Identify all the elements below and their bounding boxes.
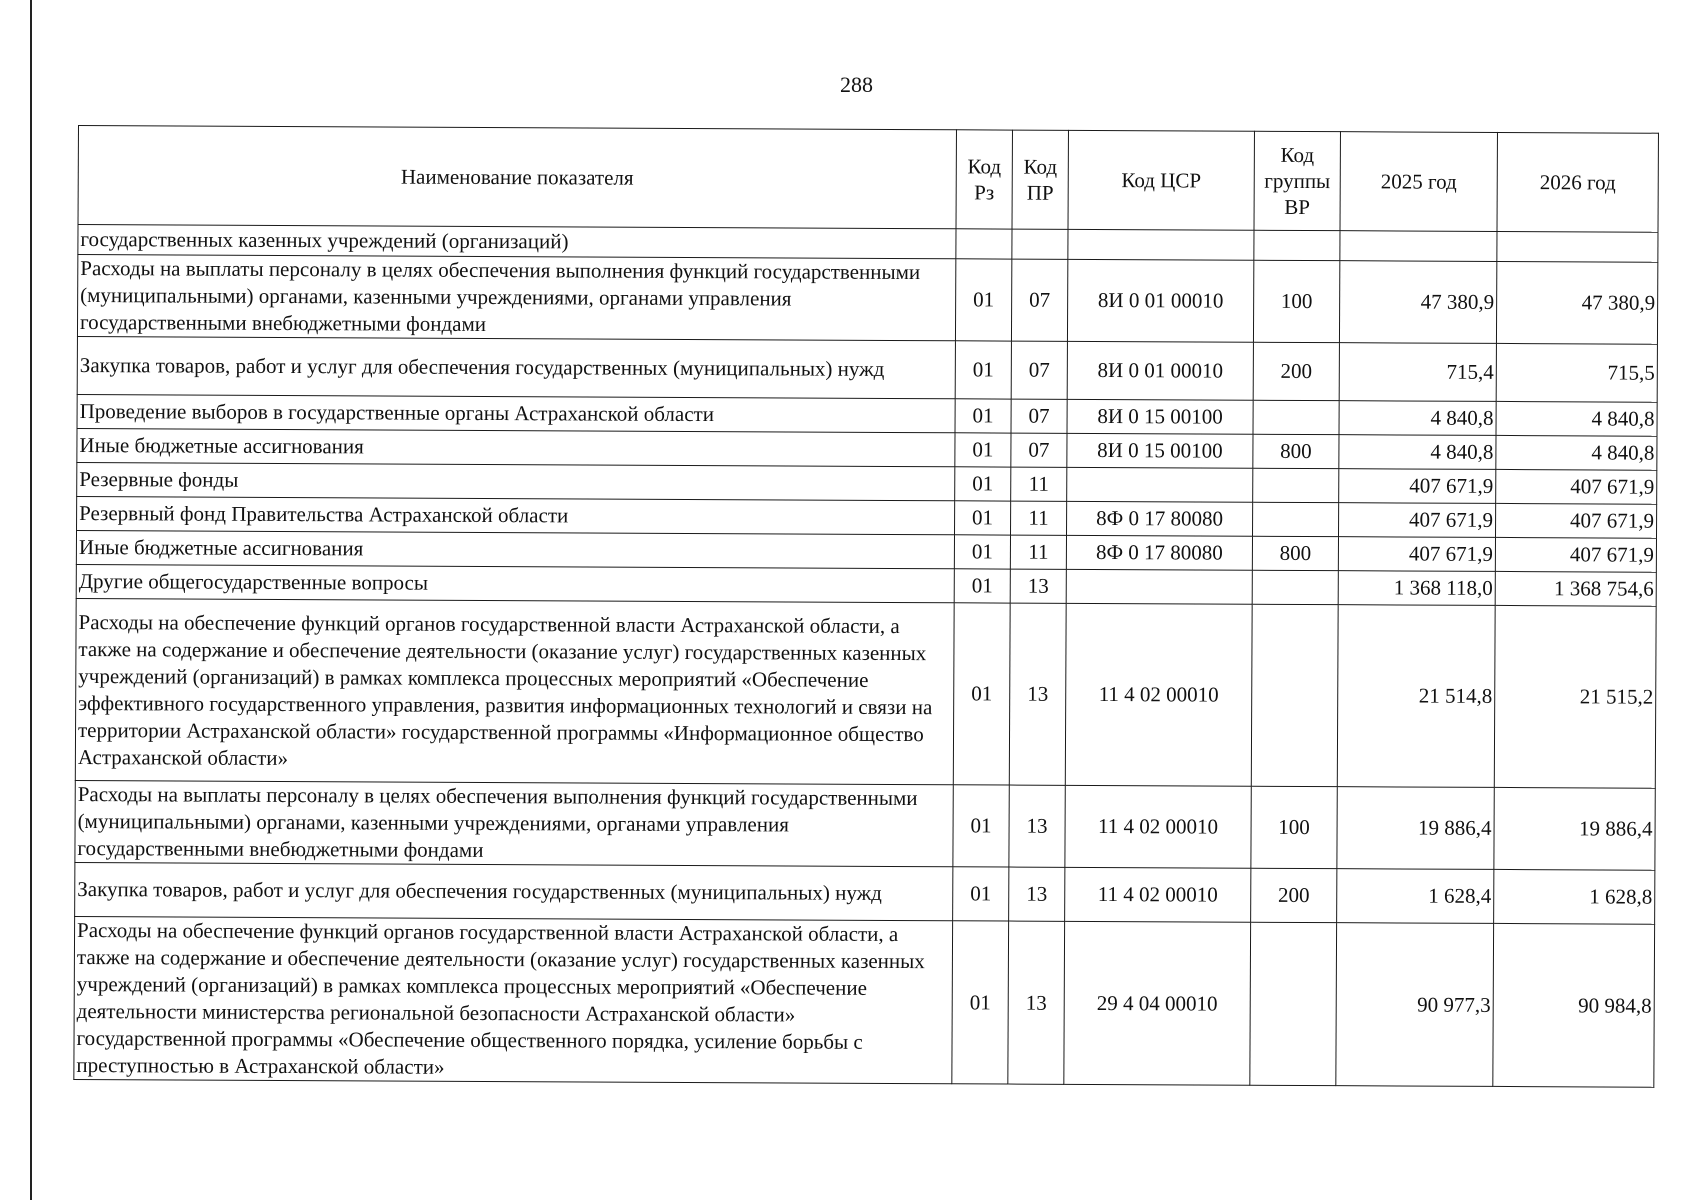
row-name: Другие общегосударственные вопросы [76,564,954,602]
page-number-text: 288 [840,72,873,97]
row-amount-2025: 407 671,9 [1339,503,1496,538]
row-rz: 01 [955,259,1011,341]
row-pr: 07 [1011,399,1067,433]
row-amount-2025: 1 368 118,0 [1338,571,1495,606]
budget-table [73,125,1659,1088]
row-pr [1012,229,1068,259]
row-amount-2025: 90 977,3 [1336,923,1494,1087]
row-pr: 13 [1009,785,1065,867]
page-number [0,72,1697,98]
row-csr: 29 4 04 00010 [1064,921,1251,1085]
row-csr: 8И 0 01 00010 [1067,259,1253,342]
row-vr: 100 [1253,260,1339,342]
row-amount-2025: 407 671,9 [1338,537,1495,572]
row-name: Расходы на выплаты персоналу в целях обеспечения выполнения функций государственными (муниципальными) органами, казенными учреждениями, органами управления государственными внебюджетными фондами [77,255,955,341]
row-rz: 01 [955,341,1011,399]
row-name: Резервные фонды [77,462,955,500]
row-csr: 8И 0 15 00100 [1067,399,1253,434]
row-name: Расходы на обеспечение функций органов государственной власти Астраханской области, а также на содержание и обеспечение деятельности (оказание услуг) государственных казенных учреждений (организаций) в рамках комплекса процессных мероприятий «Обеспечение деятельности министерства региональной безопасности Астраханской области» государственной программы «Обеспечение общественного порядка, усиление борьбы с преступностью в Астраханской области» [74,916,953,1083]
row-vr: 800 [1252,536,1338,570]
row-csr: 8И 0 01 00010 [1067,341,1253,400]
row-csr: 8Ф 0 17 80080 [1066,535,1252,570]
row-rz: 01 [953,785,1009,867]
header-name: Наименование показателя [78,126,956,229]
row-rz: 01 [955,399,1011,433]
row-amount-2025: 407 671,9 [1339,469,1496,504]
row-rz [956,229,1012,259]
header-year-2025: 2025 год [1340,132,1497,232]
row-rz: 01 [955,501,1011,535]
row-vr [1253,400,1339,434]
row-amount-2025: 19 886,4 [1337,787,1494,870]
row-vr [1251,604,1338,786]
row-name: Расходы на обеспечение функций органов государственной власти Астраханской области, а также на содержание и обеспечение деятельности (оказание услуг) государственных казенных учреждений (организаций) в рамках комплекса процессных мероприятий «Обеспечение эффективного государственного управления, развития информационных технологий и связи на территории Астраханской области» государственной программы «Информационное общество Астраханской области» [75,598,954,784]
row-csr: 11 4 02 00010 [1065,785,1251,868]
row-rz: 01 [954,535,1010,569]
row-amount-2025 [1340,231,1497,262]
table-row [75,598,1656,788]
row-pr: 11 [1011,467,1067,501]
row-name: Закупка товаров, работ и услуг для обеспечения государственных (муниципальных) нужд [77,336,955,398]
table-row [77,336,1657,402]
row-amount-2026: 4 840,8 [1496,401,1657,436]
row-amount-2026: 407 671,9 [1496,469,1657,504]
row-name: Иные бюджетные ассигнования [77,428,955,466]
row-amount-2026: 407 671,9 [1495,537,1656,572]
row-csr: 8Ф 0 17 80080 [1067,501,1253,536]
row-csr: 11 4 02 00010 [1065,603,1252,786]
row-rz: 01 [952,921,1009,1084]
table-row [75,780,1655,870]
row-amount-2026: 4 840,8 [1496,435,1657,470]
row-amount-2026: 407 671,9 [1496,503,1657,538]
row-pr: 13 [1009,603,1066,785]
row-amount-2026: 715,5 [1496,343,1657,402]
row-name: Резервный фонд Правительства Астраханской области [77,496,955,534]
row-vr [1253,468,1339,502]
row-name: государственных казенных учреждений (организаций) [78,225,956,259]
row-amount-2025: 1 628,4 [1337,869,1494,924]
table-header-row [78,126,1658,233]
row-rz: 01 [954,569,1010,603]
row-amount-2025: 4 840,8 [1339,435,1496,470]
page-margin-rule [30,0,32,1200]
row-amount-2025: 21 514,8 [1337,605,1495,788]
header-csr: Код ЦСР [1068,130,1254,230]
row-vr [1253,502,1339,536]
row-csr [1068,229,1254,260]
row-amount-2026: 21 515,2 [1494,605,1656,788]
row-rz: 01 [955,467,1011,501]
row-csr [1067,467,1253,502]
row-csr: 11 4 02 00010 [1065,867,1251,922]
row-pr: 07 [1011,433,1067,467]
row-pr: 11 [1010,535,1066,569]
row-csr [1066,569,1252,604]
row-vr [1252,570,1338,604]
row-pr: 13 [1010,569,1066,603]
row-vr: 200 [1253,342,1339,400]
row-vr: 100 [1251,786,1337,868]
header-vr: Код группы ВР [1254,131,1340,230]
row-pr: 13 [1008,921,1065,1084]
row-rz: 01 [953,867,1009,921]
row-rz: 01 [955,433,1011,467]
table-row [75,862,1655,924]
row-amount-2026: 1 628,8 [1494,869,1655,924]
table-row [74,916,1655,1087]
header-rz: Код Рз [956,130,1012,229]
row-name: Иные бюджетные ассигнования [76,530,954,568]
row-amount-2026: 19 886,4 [1494,787,1655,870]
row-vr [1254,230,1340,260]
row-pr: 13 [1009,867,1065,921]
row-amount-2025: 4 840,8 [1339,401,1496,436]
row-amount-2026: 90 984,8 [1493,923,1655,1087]
row-name: Закупка товаров, работ и услуг для обеспечения государственных (муниципальных) нужд [75,862,953,920]
row-name: Расходы на выплаты персоналу в целях обеспечения выполнения функций государственными (муниципальными) органами, казенными учреждениями, органами управления государственными внебюджетными фондами [75,780,953,866]
table-row [77,255,1657,345]
row-vr: 200 [1251,868,1337,922]
row-vr: 800 [1253,434,1339,468]
row-amount-2025: 715,4 [1339,343,1496,402]
row-csr: 8И 0 15 00100 [1067,433,1253,468]
header-pr: Код ПР [1012,130,1068,229]
row-amount-2026: 1 368 754,6 [1495,571,1656,606]
row-rz: 01 [953,603,1010,785]
row-name: Проведение выборов в государственные органы Астраханской области [77,394,955,432]
header-year-2026: 2026 год [1497,132,1658,232]
row-amount-2026 [1497,231,1658,262]
row-vr [1250,922,1337,1085]
row-pr: 11 [1011,501,1067,535]
row-pr: 07 [1011,259,1067,341]
row-amount-2026: 47 380,9 [1496,261,1657,344]
row-pr: 07 [1011,341,1067,399]
row-amount-2025: 47 380,9 [1339,261,1496,344]
